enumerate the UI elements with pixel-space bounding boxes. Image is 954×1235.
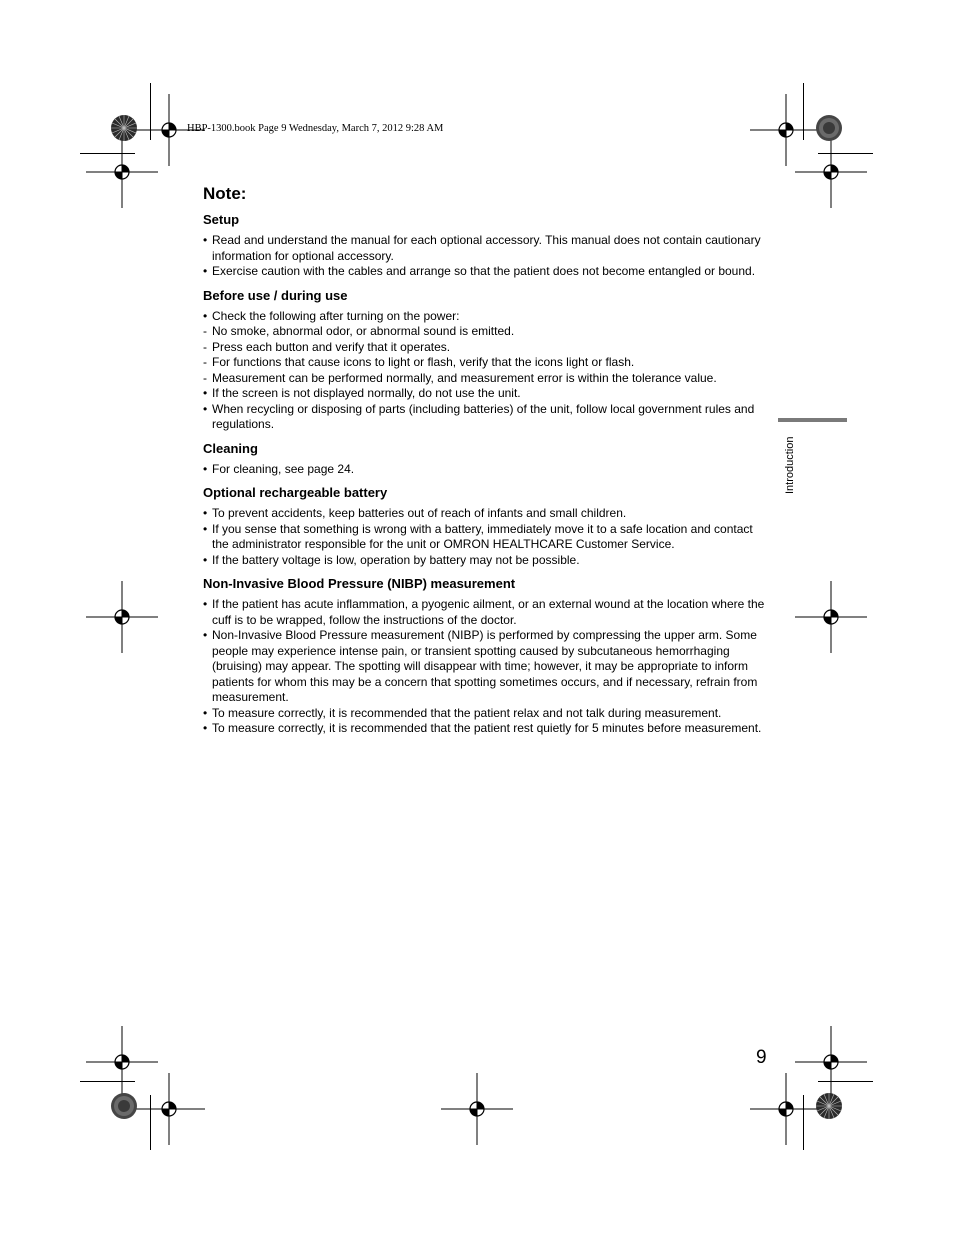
section-battery <box>203 484 769 568</box>
list-item <box>203 264 769 280</box>
list-item <box>203 371 769 387</box>
main-content <box>203 184 769 737</box>
registration-mark-icon <box>748 1071 824 1147</box>
item-text: If you sense that something is wrong with a battery, immediately move it to a safe location and contact the administrator responsible for the unit or OMRON HEALTHCARE Customer Service. <box>212 521 753 551</box>
bullet-marker: • <box>203 233 208 247</box>
registration-mark-icon <box>439 1071 515 1147</box>
list-item <box>203 402 769 433</box>
section-heading: Before use / during use <box>203 287 348 303</box>
item-text: Press each button and verify that it operates. <box>212 339 451 354</box>
starburst-mark-icon <box>815 114 843 142</box>
print-header: HBP-1300.book Page 9 Wednesday, March 7, 2012 9:28 AM <box>187 123 444 134</box>
section-nibp <box>203 575 769 737</box>
registration-mark-icon <box>131 1071 207 1147</box>
list-item <box>203 386 769 402</box>
section-heading: Optional rechargeable battery <box>203 485 388 500</box>
dash-marker: - <box>203 339 207 354</box>
item-text: Exercise caution with the cables and arrange so that the patient does not become entangled or bound. <box>212 264 756 278</box>
item-text: Check the following after turning on the power: <box>212 308 460 323</box>
bullet-marker: • <box>203 597 208 611</box>
registration-mark-icon <box>84 134 160 210</box>
bullet-marker: • <box>203 521 208 536</box>
section-heading: Non-Invasive Blood Pressure (NIBP) measurement <box>203 576 516 591</box>
starburst-mark-icon <box>110 1092 138 1120</box>
list-item <box>203 233 769 264</box>
registration-mark-icon <box>793 134 869 210</box>
bullet-marker: • <box>203 721 208 735</box>
bullet-marker: • <box>203 552 208 567</box>
item-text: To measure correctly, it is recommended that the patient relax and not talk during measurement. <box>212 705 722 720</box>
list-item <box>203 597 769 628</box>
list-item <box>203 506 769 522</box>
section-heading: Cleaning <box>203 440 258 456</box>
section-side-label: Introduction <box>784 436 796 494</box>
page-number: 9 <box>756 1047 767 1068</box>
section-cleaning <box>203 440 769 478</box>
list-item <box>203 706 769 722</box>
item-text: Non-Invasive Blood Pressure measurement (NIBP) is performed by compressing the upper arm. Some people may experience intense pain, or transient spotting caused by subcutaneous hemorrhaging (bruising) may appear. The spotting will disappear with time; however, it may be appropriate to inform patients for whom this may be a concern that spotting sometimes occurs, and if necessary, refrain from measurement. <box>212 628 758 704</box>
item-text: To prevent accidents, keep batteries out of reach of infants and small children. <box>212 506 627 520</box>
item-text: Read and understand the manual for each optional accessory. This manual does not contain cautionary information for optional accessory. <box>212 233 761 263</box>
item-text: For cleaning, see page 24. <box>212 461 355 476</box>
dash-marker: - <box>203 355 207 369</box>
list-item <box>203 309 769 325</box>
dash-marker: - <box>203 370 207 385</box>
list-item <box>203 628 769 706</box>
list-item <box>203 553 769 569</box>
item-text: If the patient has acute inflammation, a pyogenic ailment, or an external wound at the location where the cuff is to be wrapped, follow the instructions of the doctor. <box>212 597 765 627</box>
bullet-marker: • <box>203 401 208 416</box>
registration-mark-icon <box>793 579 869 655</box>
list-item <box>203 462 769 478</box>
item-text: For functions that cause icons to light or flash, verify that the icons light or flash. <box>212 355 635 369</box>
list-item <box>203 324 769 340</box>
item-text: To measure correctly, it is recommended that the patient rest quietly for 5 minutes before measurement. <box>212 721 762 735</box>
item-text: Measurement can be performed normally, and measurement error is within the tolerance value. <box>212 370 717 385</box>
section-setup <box>203 211 769 280</box>
registration-mark-icon <box>84 579 160 655</box>
bullet-marker: • <box>203 308 208 323</box>
section-heading: Setup <box>203 212 240 227</box>
bullet-marker: • <box>203 705 208 720</box>
bullet-marker: • <box>203 461 208 476</box>
starburst-mark-icon <box>815 1092 843 1120</box>
item-text: If the screen is not displayed normally, do not use the unit. <box>212 386 521 400</box>
section-tab-bar <box>778 418 847 422</box>
list-item <box>203 522 769 553</box>
list-item <box>203 355 769 371</box>
section-before-use <box>203 287 769 433</box>
bullet-marker: • <box>203 628 208 642</box>
bullet-marker: • <box>203 264 208 278</box>
bullet-marker: • <box>203 386 208 400</box>
note-title: Note: <box>203 184 247 203</box>
starburst-mark-icon <box>110 114 138 142</box>
item-text: If the battery voltage is low, operation by battery may not be possible. <box>212 552 580 567</box>
item-text: When recycling or disposing of parts (including batteries) of the unit, follow local government rules and regulations. <box>212 401 755 431</box>
list-item <box>203 721 769 737</box>
list-item <box>203 340 769 356</box>
bullet-marker: • <box>203 506 208 520</box>
dash-marker: - <box>203 324 207 338</box>
item-text: No smoke, abnormal odor, or abnormal sound is emitted. <box>212 324 515 338</box>
